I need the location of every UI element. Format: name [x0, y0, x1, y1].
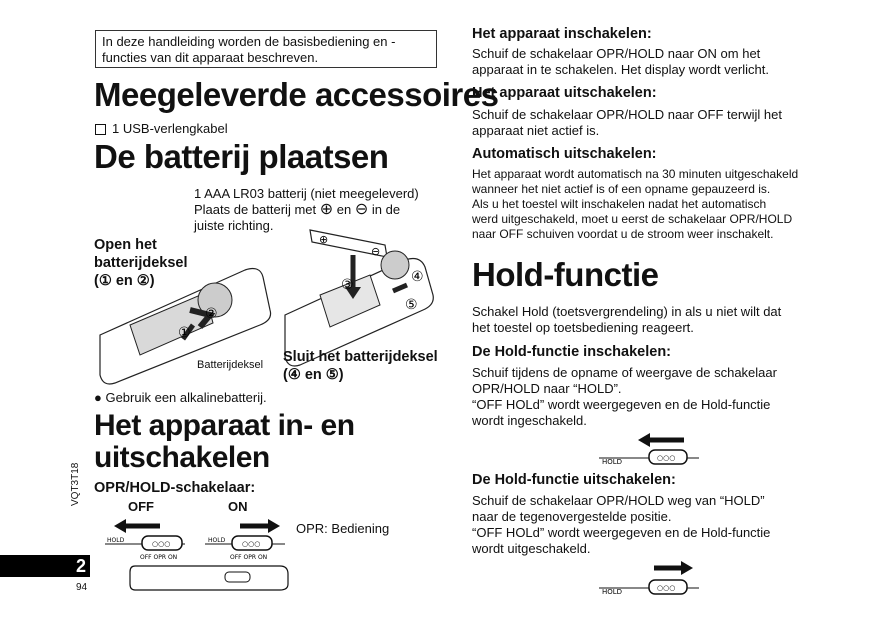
scale-off: OFF OPR ON: [140, 554, 178, 561]
accessory-item-label: 1 USB-verlengkabel: [112, 121, 228, 136]
dots-on: ○○○: [242, 540, 261, 548]
hold-on-diagram: [594, 432, 704, 468]
device-side-view: [130, 566, 288, 590]
auto-off-text: Het apparaat wordt automatisch na 30 minuten uitgeschakeld wanneer het niet actief is of een opname gepauzeerd is. Als u het toestel wilt inschakelen nadat het automatisch werd uitgeschakeld, moet u eerst de schakelaar OPR/HOLD naar OFF schuiven voordat u de stroom weer inschakelt.: [472, 167, 799, 241]
page-number: 94: [76, 582, 88, 593]
switch-off-diagram: [105, 519, 185, 561]
hold-on-text: Schuif tijdens de opname of weergave de schakelaar OPR/HOLD naar “HOLD”. “OFF HOLd” wordt weergegeven en de Hold-functie wordt ingeschakeld.: [472, 365, 777, 428]
hold-off-text: Schuif de schakelaar OPR/HOLD weg van “HOLD” naar de tegenovergestelde positie. “OFF HOLd” wordt weergegeven en de Hold-functie wordt uitgeschakeld.: [472, 493, 771, 556]
hold-intro: Schakel Hold (toetsvergrendeling) in als u niet wilt dat het toestel op toetsbediening reageert.: [472, 304, 782, 335]
hold-tiny-off: HOLD: [107, 537, 125, 544]
power-off-text: Schuif de schakelaar OPR/HOLD naar OFF terwijl het apparaat niet actief is.: [472, 107, 782, 138]
intro-text: In deze handleiding worden de basisbediening en -functies van dit apparaat beschreven.: [102, 34, 396, 65]
battery-title: De batterij plaatsen: [94, 138, 389, 175]
switch-diagrams: [100, 514, 300, 594]
marker-5: ⑤: [405, 297, 418, 313]
hold-tiny-on: HOLD: [208, 537, 226, 544]
switch-on-diagram: [205, 519, 285, 561]
power-on-heading: Het apparaat inschakelen:: [472, 26, 652, 42]
battery-note-line1: 1 AAA LR03 batterij (niet meegeleverd): [194, 186, 419, 201]
power-off-heading: Het apparaat uitschakelen:: [472, 85, 657, 101]
scale-on: OFF OPR ON: [230, 554, 268, 561]
auto-off-heading: Automatisch uitschakelen:: [472, 146, 657, 162]
hold-tiny-label-off: HOLD: [602, 588, 623, 596]
hold-title: Hold-functie: [472, 256, 659, 293]
intro-note: [95, 30, 437, 68]
accessory-item: [95, 121, 228, 137]
hold-on-heading: De Hold-functie inschakelen:: [472, 344, 672, 360]
hold-off-heading: De Hold-functie uitschakelen:: [472, 472, 676, 488]
battery-note-line2: Plaats de batterij met ⊕ en ⊖ in de: [194, 201, 401, 218]
battery-minus-marker: ⊖: [371, 245, 381, 258]
marker-4: ④: [411, 269, 424, 285]
accessories-title: Meegeleverde accessoires: [94, 76, 499, 113]
dots-off: ○○○: [152, 540, 171, 548]
close-cover-label: Sluit het batterijdeksel (④ en ⑤): [283, 349, 438, 383]
hold-off-diagram: [594, 560, 704, 598]
cover-caption: Batterijdeksel: [197, 359, 264, 371]
minus-icon: ⊖: [354, 201, 369, 218]
marker-1: ①: [178, 325, 191, 341]
battery-note-line3: juiste richting.: [194, 218, 274, 233]
off-label: OFF: [128, 499, 154, 514]
document-code: VQT3T18: [70, 462, 81, 506]
power-title: Het apparaat in- en uitschakelen: [94, 409, 355, 474]
opr-note: OPR: Bediening: [296, 521, 390, 536]
checkbox-icon: [95, 124, 106, 135]
open-cover-label: Open het batterijdeksel (① en ②): [94, 237, 188, 289]
hold-tiny-label-on: HOLD: [602, 458, 623, 466]
marker-3: ③: [341, 277, 354, 293]
battery-tip: ● Gebruik een alkalinebatterij.: [94, 390, 267, 405]
plus-icon: ⊕: [319, 201, 334, 218]
power-on-text: Schuif de schakelaar OPR/HOLD naar ON om het apparaat in te schakelen. Het display wordt verlicht.: [472, 46, 769, 77]
on-label: ON: [228, 499, 248, 514]
page-tab: 2: [0, 555, 90, 577]
battery-plus-marker: ⊕: [319, 233, 329, 246]
switch-title: OPR/HOLD-schakelaar:: [94, 480, 256, 496]
dots-hold-on: ○○○: [657, 454, 676, 462]
dots-hold-off: ○○○: [657, 584, 676, 592]
marker-2: ②: [205, 306, 218, 322]
